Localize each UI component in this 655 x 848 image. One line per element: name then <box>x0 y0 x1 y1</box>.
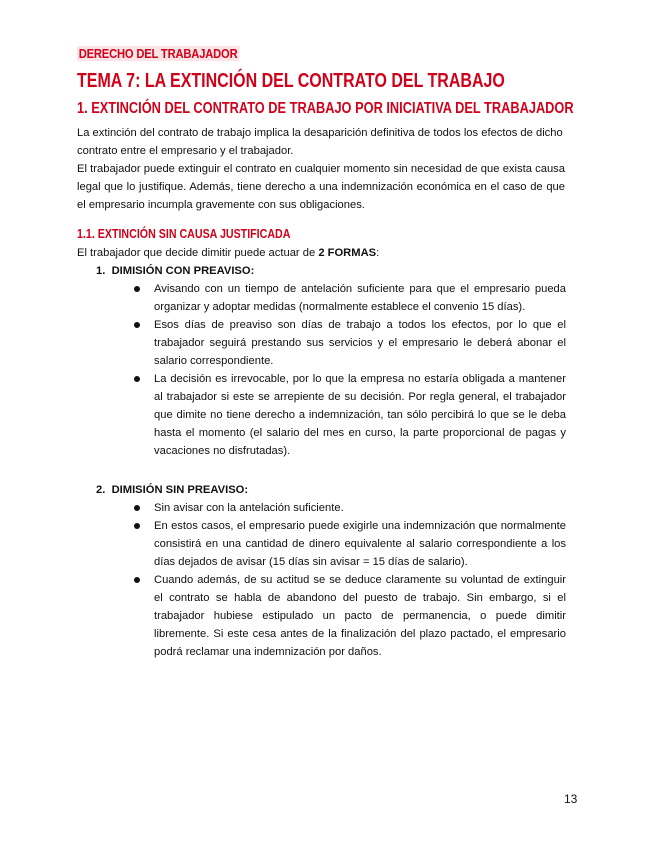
option-without-notice <box>96 481 566 661</box>
list-item-text: Cuando además, de su actitud se se deduce claramente su voluntad de extinguir el contrato se habla de abandono del puesto de trabajo. Sin embargo, si el trabajador hubiese estipulado un pacto de permanencia, o puede dimitir libremente. Si este cesa antes de la finalización del plazo pactado, el empresario podrá reclamar una indemnización por daños. <box>154 574 566 658</box>
list-item <box>96 571 566 661</box>
forms-sentence-prefix: El trabajador que decide dimitir puede actuar de <box>77 247 319 259</box>
bullet-icon <box>134 523 140 529</box>
page-title: TEMA 7: LA EXTINCIÓN DEL CONTRATO DEL TRABAJO <box>77 70 505 92</box>
list-item <box>96 499 566 517</box>
list-item-text: Avisando con un tiempo de antelación suficiente para que el empresario pueda organizar y adoptar medidas (normalmente establece el convenio 15 días). <box>154 283 566 313</box>
page-number: 13 <box>564 792 578 806</box>
option-with-notice <box>96 262 566 460</box>
intro-paragraph-1: La extinción del contrato de trabajo implica la desaparición definitiva de todos los efectos de dicho contrato entre el empresario y el trabajador. <box>77 127 563 157</box>
bullet-list <box>96 499 566 661</box>
option-title <box>96 262 566 280</box>
option-number: 1. <box>96 265 106 277</box>
bullet-icon <box>134 505 140 511</box>
intro-paragraph-2: El trabajador puede extinguir el contrato en cualquier momento sin necesidad de que exista causa legal que lo justifique. Además, tiene derecho a una indemnización económica en el caso de que el empresario incumpla gravemente con sus obligaciones. <box>77 163 565 211</box>
list-item-text: En estos casos, el empresario puede exigirle una indemnización que normalmente consistirá en una cantidad de dinero equivalente al salario correspondiente a los días dejados de avisar (15 días sin avisar = 15 días de salario). <box>154 520 566 568</box>
list-item-text: La decisión es irrevocable, por lo que la empresa no estaría obligada a mantener al trabajador si este se arrepiente de su decisión. Por regla general, el trabajador que dimite no tiene derecho a indemnización, tan sólo percibirá lo que se le deba hasta el momento (el salario del mes en curso, la parte proporcional de pagas y vacaciones no disfrutadas). <box>154 373 566 457</box>
option-number: 2. <box>96 484 106 496</box>
section-heading: 1. EXTINCIÓN DEL CONTRATO DE TRABAJO POR INICIATIVA DEL TRABAJADOR <box>77 100 574 117</box>
list-item-text: Sin avisar con la antelación suficiente. <box>154 502 344 514</box>
forms-sentence <box>77 244 565 262</box>
option-title <box>96 481 566 499</box>
list-item <box>96 280 566 316</box>
forms-sentence-bold: 2 FORMAS <box>318 247 377 259</box>
bullet-icon <box>134 286 140 292</box>
option-title-text: DIMISIÓN SIN PREAVISO: <box>111 484 249 496</box>
option-title-text: DIMISIÓN CON PREAVISO: <box>111 265 255 277</box>
list-item <box>96 517 566 571</box>
list-item <box>96 370 566 460</box>
bullet-list <box>96 280 566 460</box>
list-item <box>96 316 566 370</box>
list-item-text: Esos días de preaviso son días de trabajo a todos los efectos, por lo que el trabajador seguirá prestando sus servicios y el empresario le deberá abonar el salario correspondiente. <box>154 319 566 367</box>
forms-sentence-suffix: : <box>376 247 380 259</box>
bullet-icon <box>134 322 140 328</box>
subsection-heading: 1.1. EXTINCIÓN SIN CAUSA JUSTIFICADA <box>77 226 291 241</box>
bullet-icon <box>134 577 140 583</box>
bullet-icon <box>134 376 140 382</box>
course-header-label: DERECHO DEL TRABAJADOR <box>78 46 238 61</box>
